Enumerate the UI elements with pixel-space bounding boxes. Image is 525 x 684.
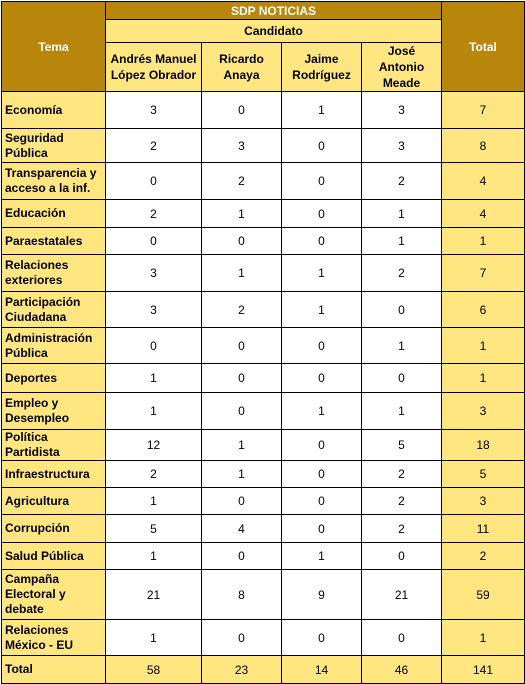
count-cell: 9 xyxy=(282,570,362,620)
count-cell: 1 xyxy=(202,461,282,488)
topic-label: Paraestatales xyxy=(2,228,106,255)
table-row xyxy=(2,328,525,364)
topics-table xyxy=(1,1,525,684)
table-row xyxy=(2,393,525,430)
row-total-cell: 7 xyxy=(442,255,525,292)
count-cell: 0 xyxy=(282,620,362,656)
count-cell: 21 xyxy=(106,570,202,620)
candidato-header: Candidato xyxy=(106,20,442,43)
topic-label: Infraestructura xyxy=(2,461,106,488)
count-cell: 0 xyxy=(282,228,362,255)
count-cell: 0 xyxy=(282,200,362,228)
count-cell: 2 xyxy=(362,255,442,292)
count-cell: 0 xyxy=(282,328,362,364)
table-row xyxy=(2,255,525,292)
topic-label: Corrupción xyxy=(2,515,106,543)
count-cell: 1 xyxy=(106,488,202,515)
count-cell: 1 xyxy=(362,393,442,430)
count-cell: 2 xyxy=(362,461,442,488)
count-cell: 1 xyxy=(202,430,282,461)
row-total-cell: 4 xyxy=(442,200,525,228)
candidate-header-jaime-rodriguez: Jaime Rodríguez xyxy=(282,43,362,92)
table-row xyxy=(2,620,525,656)
count-cell: 4 xyxy=(202,515,282,543)
count-cell: 0 xyxy=(282,129,362,163)
table-row xyxy=(2,488,525,515)
column-total-cell: 14 xyxy=(282,656,362,684)
tema-header: Tema xyxy=(2,2,106,92)
count-cell: 21 xyxy=(362,570,442,620)
topic-label: Educación xyxy=(2,200,106,228)
row-total-cell: 3 xyxy=(442,393,525,430)
topic-label: Transparencia y acceso a la inf. xyxy=(2,163,106,200)
totals-label: Total xyxy=(2,656,106,684)
count-cell: 1 xyxy=(106,620,202,656)
topic-label: Seguridad Pública xyxy=(2,129,106,163)
count-cell: 1 xyxy=(282,393,362,430)
row-total-cell: 1 xyxy=(442,620,525,656)
row-total-cell: 6 xyxy=(442,292,525,328)
total-header: Total xyxy=(442,2,525,92)
table-row xyxy=(2,543,525,570)
row-total-cell: 8 xyxy=(442,129,525,163)
count-cell: 0 xyxy=(282,430,362,461)
count-cell: 0 xyxy=(362,620,442,656)
topic-label: Economía xyxy=(2,92,106,129)
count-cell: 0 xyxy=(202,228,282,255)
count-cell: 0 xyxy=(106,328,202,364)
count-cell: 1 xyxy=(202,200,282,228)
count-cell: 8 xyxy=(202,570,282,620)
table-row xyxy=(2,200,525,228)
source-header: SDP NOTICIAS xyxy=(106,2,442,20)
count-cell: 1 xyxy=(106,543,202,570)
count-cell: 0 xyxy=(282,488,362,515)
count-cell: 0 xyxy=(202,393,282,430)
count-cell: 0 xyxy=(362,292,442,328)
count-cell: 1 xyxy=(282,292,362,328)
count-cell: 3 xyxy=(362,129,442,163)
count-cell: 0 xyxy=(282,515,362,543)
table-row xyxy=(2,292,525,328)
topic-label: Campaña Electoral y debate xyxy=(2,570,106,620)
topic-label: Política Partidista xyxy=(2,430,106,461)
row-total-cell: 5 xyxy=(442,461,525,488)
column-total-cell: 58 xyxy=(106,656,202,684)
row-total-cell: 3 xyxy=(442,488,525,515)
candidate-header-jose-antonio-meade: José Antonio Meade xyxy=(362,43,442,92)
column-total-cell: 23 xyxy=(202,656,282,684)
count-cell: 0 xyxy=(202,488,282,515)
count-cell: 3 xyxy=(106,292,202,328)
topic-label: Empleo y Desempleo xyxy=(2,393,106,430)
count-cell: 1 xyxy=(282,543,362,570)
count-cell: 0 xyxy=(362,364,442,393)
count-cell: 1 xyxy=(106,364,202,393)
topic-label: Deportes xyxy=(2,364,106,393)
count-cell: 1 xyxy=(282,255,362,292)
count-cell: 1 xyxy=(362,328,442,364)
table-row xyxy=(2,129,525,163)
count-cell: 3 xyxy=(362,92,442,129)
row-total-cell: 18 xyxy=(442,430,525,461)
count-cell: 0 xyxy=(202,620,282,656)
table-row xyxy=(2,570,525,620)
count-cell: 0 xyxy=(106,228,202,255)
count-cell: 2 xyxy=(106,461,202,488)
count-cell: 3 xyxy=(106,255,202,292)
count-cell: 0 xyxy=(362,543,442,570)
column-total-cell: 46 xyxy=(362,656,442,684)
table-row xyxy=(2,461,525,488)
topic-label: Salud Pública xyxy=(2,543,106,570)
count-cell: 2 xyxy=(362,515,442,543)
row-total-cell: 1 xyxy=(442,328,525,364)
topic-label: Participación Ciudadana xyxy=(2,292,106,328)
topic-label: Relaciones exteriores xyxy=(2,255,106,292)
table-row xyxy=(2,228,525,255)
row-total-cell: 1 xyxy=(442,364,525,393)
count-cell: 1 xyxy=(106,393,202,430)
count-cell: 0 xyxy=(106,163,202,200)
count-cell: 0 xyxy=(202,92,282,129)
row-total-cell: 1 xyxy=(442,228,525,255)
table-row xyxy=(2,92,525,129)
count-cell: 0 xyxy=(282,163,362,200)
row-total-cell: 2 xyxy=(442,543,525,570)
count-cell: 0 xyxy=(282,364,362,393)
count-cell: 5 xyxy=(106,515,202,543)
count-cell: 2 xyxy=(106,200,202,228)
table-row xyxy=(2,163,525,200)
count-cell: 5 xyxy=(362,430,442,461)
table-row xyxy=(2,364,525,393)
grand-total-cell: 141 xyxy=(442,656,525,684)
count-cell: 0 xyxy=(202,364,282,393)
totals-row xyxy=(2,656,525,684)
table-row xyxy=(2,430,525,461)
count-cell: 0 xyxy=(202,328,282,364)
count-cell: 12 xyxy=(106,430,202,461)
count-cell: 2 xyxy=(362,488,442,515)
count-cell: 1 xyxy=(282,92,362,129)
count-cell: 2 xyxy=(202,163,282,200)
row-total-cell: 4 xyxy=(442,163,525,200)
row-total-cell: 7 xyxy=(442,92,525,129)
count-cell: 3 xyxy=(202,129,282,163)
count-cell: 3 xyxy=(106,92,202,129)
row-total-cell: 11 xyxy=(442,515,525,543)
candidate-header-andres-manuel-lopez-obrador: Andrés Manuel López Obrador xyxy=(106,43,202,92)
topic-label: Agricultura xyxy=(2,488,106,515)
count-cell: 2 xyxy=(362,163,442,200)
topic-label: Relaciones México - EU xyxy=(2,620,106,656)
count-cell: 0 xyxy=(202,543,282,570)
count-cell: 1 xyxy=(362,200,442,228)
row-total-cell: 59 xyxy=(442,570,525,620)
topic-label: Administración Pública xyxy=(2,328,106,364)
count-cell: 2 xyxy=(106,129,202,163)
candidate-header-ricardo-anaya: Ricardo Anaya xyxy=(202,43,282,92)
count-cell: 1 xyxy=(362,228,442,255)
table-row xyxy=(2,515,525,543)
count-cell: 1 xyxy=(202,255,282,292)
count-cell: 0 xyxy=(282,461,362,488)
count-cell: 2 xyxy=(202,292,282,328)
